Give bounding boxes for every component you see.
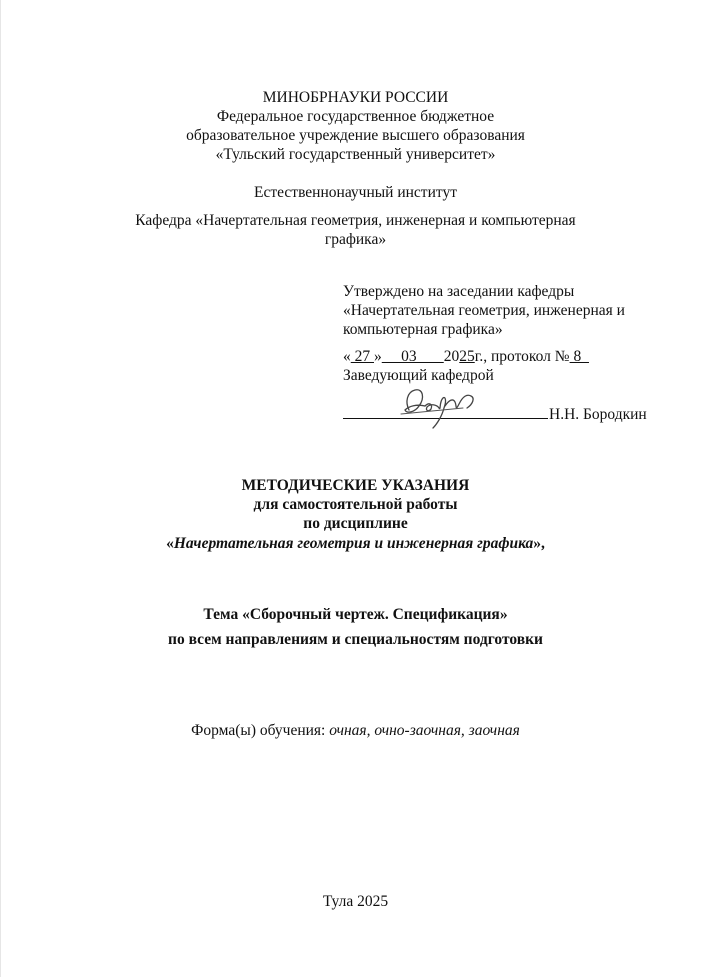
department-line-2: графика» [324, 231, 387, 248]
organization-line-2: образовательное учреждение высшего образования [186, 127, 525, 144]
approval-protocol-label: г., протокол № [474, 348, 570, 365]
discipline-name: Начертательная геометрия и инженерная графика [173, 535, 534, 552]
organization-line-1: Федеральное государственное бюджетное [216, 108, 495, 125]
city-and-year: Тула 2025 [322, 893, 389, 910]
head-of-department-name: Н.Н. Бородкин [549, 406, 647, 423]
head-of-department-title: Заведующий кафедрой [343, 367, 494, 384]
department-line-1: Кафедра «Начертательная геометрия, инженерная и компьютерная [135, 212, 576, 229]
institute-name: Естественнонаучный институт [254, 184, 457, 201]
university-name: «Тульский государственный университет» [215, 146, 496, 163]
approval-line-3: компьютерная графика» [343, 321, 503, 338]
approval-line-1: Утверждено на заседании кафедры [343, 283, 575, 300]
discipline-open-quote: « [166, 535, 174, 552]
discipline-name-line [1, 534, 709, 553]
study-form-value: очная, очно-заочная, заочная [329, 722, 520, 739]
handwritten-signature [395, 384, 485, 430]
approval-line-2: «Начертательная геометрия, инженерная и [343, 302, 625, 319]
document-subtitle-line-1: для самостоятельной работы [253, 496, 458, 513]
approval-day: 27 [350, 348, 374, 365]
approval-year-suffix: 25 [459, 348, 475, 365]
study-form-line [1, 721, 709, 740]
signature-line [343, 403, 673, 424]
approval-protocol-number: 8 [569, 348, 589, 365]
document-title: МЕТОДИЧЕСКИЕ УКАЗАНИЯ [241, 477, 470, 494]
discipline-close-quote: », [533, 535, 545, 552]
study-form-label: Форма(ы) обучения: [191, 722, 330, 739]
approval-year-prefix: 20 [443, 348, 460, 365]
approval-month: 03 [381, 348, 444, 365]
topic-scope: по всем направлениям и специальностям подготовки [168, 631, 543, 648]
document-subtitle-line-2: по дисциплине [303, 515, 408, 532]
ministry-name: МИНОБРНАУКИ РОССИИ [262, 89, 449, 106]
date-close-quote: » [374, 348, 382, 365]
topic-title: Тема «Сборочный чертеж. Спецификация» [203, 606, 508, 623]
date-open-quote: « [343, 348, 351, 365]
approval-date-line [343, 347, 673, 366]
